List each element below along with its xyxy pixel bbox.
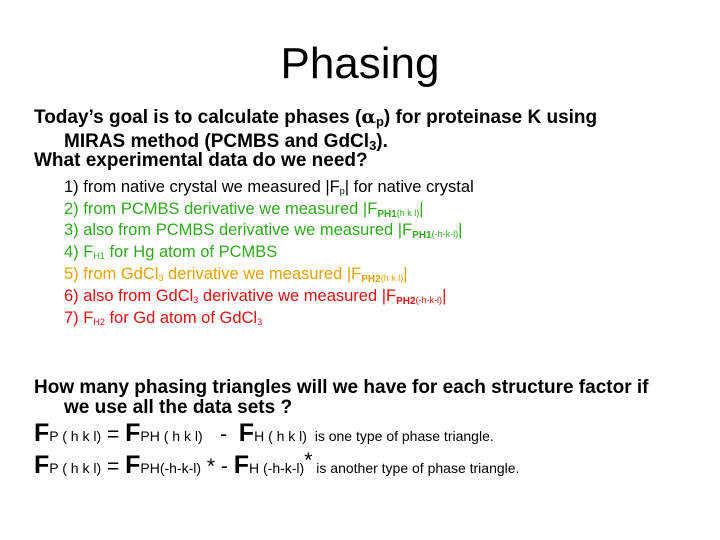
eq2-note: is another type of phase triangle. bbox=[312, 460, 520, 476]
eq2-sub-3: H (-h-k-l) bbox=[249, 460, 305, 476]
question-line: What experimental data do we need? bbox=[34, 150, 368, 171]
item-5-sub: 3 bbox=[158, 273, 164, 283]
eq1-note: is one type of phase triangle. bbox=[306, 428, 494, 444]
eq2-f1: F bbox=[34, 451, 50, 479]
item-1 bbox=[64, 177, 474, 201]
gdcl-subscript: 3 bbox=[369, 138, 377, 153]
goal-paragraph bbox=[34, 107, 694, 156]
slide-title: Phasing bbox=[280, 39, 440, 88]
eq1-f1: F bbox=[34, 419, 50, 447]
eq1-f3: F bbox=[238, 419, 255, 447]
item-7-sub-3: 3 bbox=[257, 317, 263, 327]
item-7 bbox=[64, 308, 262, 332]
item-7-sub: H2 bbox=[93, 317, 105, 327]
item-6-text-c: | bbox=[442, 287, 447, 305]
eq1-sub-3: H ( h k l) bbox=[254, 428, 307, 444]
item-6-sub-1: PH2 bbox=[396, 296, 416, 307]
item-3-sub-1: PH1 bbox=[412, 230, 432, 241]
item-4 bbox=[64, 242, 277, 266]
alpha-subscript: p bbox=[375, 114, 384, 129]
item-2-text-b: | bbox=[419, 200, 424, 218]
item-6-text-a: 6) also from GdCl bbox=[64, 287, 194, 305]
item-4-sub: H1 bbox=[93, 251, 105, 261]
goal-text-3: MIRAS method (PCMBS and GdCl bbox=[64, 131, 370, 152]
item-6-sub: 3 bbox=[193, 295, 199, 305]
eq1-equals: = bbox=[101, 423, 126, 446]
eq1-sub-2: PH ( h k l) bbox=[140, 428, 203, 444]
eq1-f2: F bbox=[125, 419, 141, 447]
goal-text-1: Today’s goal is to calculate phases ( bbox=[34, 107, 362, 128]
item-1-text-b: | for native crystal bbox=[344, 178, 474, 196]
item-5-sub-1: PH2 bbox=[361, 274, 381, 285]
eq2-star-1: * bbox=[201, 455, 216, 478]
item-5-text-c: | bbox=[403, 265, 408, 283]
item-7-text-a: 7) F bbox=[64, 309, 94, 327]
item-4-text-b: for Hg atom of PCMBS bbox=[104, 243, 278, 261]
equation-2 bbox=[34, 446, 519, 483]
eq2-star-2: * bbox=[304, 449, 313, 472]
item-3-text-a: 3) also from PCMBS derivative we measured |F bbox=[64, 221, 413, 239]
goal-text-2: ) for proteinase K using bbox=[383, 107, 598, 128]
alpha-symbol: α bbox=[361, 106, 376, 128]
item-2-sub-2: (h k l) bbox=[396, 208, 420, 218]
eq2-sub-2: PH(-h-k-l) bbox=[140, 460, 202, 476]
eq1-sub-1: P ( h k l) bbox=[49, 428, 102, 444]
item-2-sub-1: PH1 bbox=[377, 209, 397, 220]
item-5-sub-2: (h k l) bbox=[380, 273, 404, 283]
item-5-text-b: derivative we measured |F bbox=[163, 265, 362, 283]
eq2-f3: F bbox=[233, 451, 249, 479]
item-3-text-b: | bbox=[458, 221, 463, 239]
goal-text-4: ). bbox=[376, 131, 388, 152]
eq2-sub-1: P ( h k l) bbox=[49, 460, 102, 476]
item-1-text-a: 1) from native crystal we measured |F bbox=[64, 178, 340, 196]
howmany-line-2: we use all the data sets ? bbox=[64, 397, 293, 418]
item-2-text-a: 2) from PCMBS derivative we measured |F bbox=[64, 200, 378, 218]
eq1-minus: - bbox=[202, 423, 239, 446]
howmany-line-1: How many phasing triangles will we have for each structure factor if bbox=[34, 377, 649, 398]
eq2-f2: F bbox=[125, 451, 141, 479]
item-6-sub-2: (-h-k-l) bbox=[415, 295, 443, 305]
item-5-text-a: 5) from GdCl bbox=[64, 265, 159, 283]
eq2-equals: = bbox=[101, 455, 126, 478]
item-7-text-b: for Gd atom of GdCl bbox=[104, 309, 258, 327]
eq2-minus: - bbox=[215, 455, 234, 478]
item-1-sub: p bbox=[339, 186, 345, 196]
item-3-sub-2: (-h-k-l) bbox=[431, 229, 459, 239]
item-6-text-b: derivative we measured |F bbox=[198, 287, 397, 305]
item-4-text-a: 4) F bbox=[64, 243, 94, 261]
howmany-paragraph bbox=[34, 378, 694, 418]
